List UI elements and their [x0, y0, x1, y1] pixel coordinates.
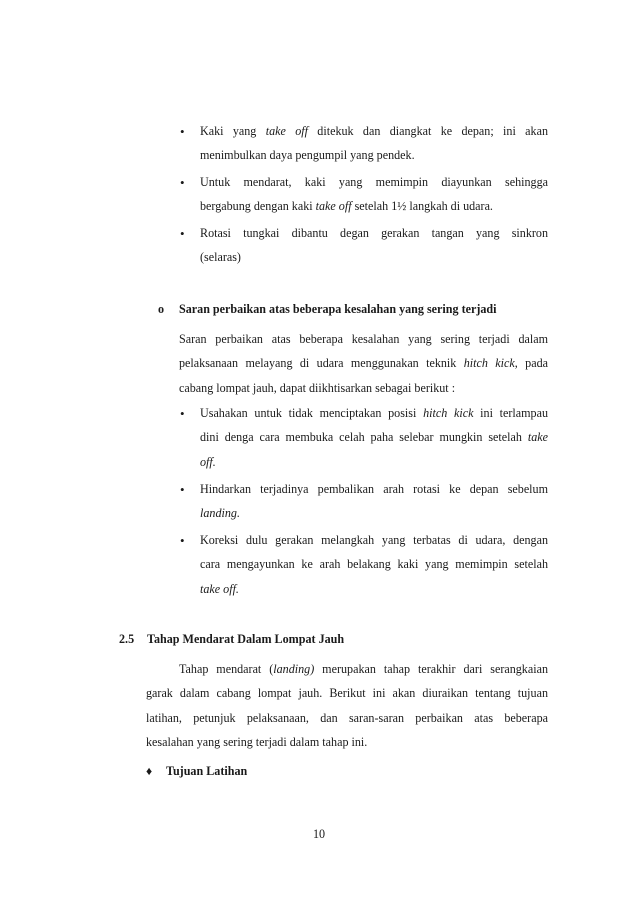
page-number: 10 — [312, 827, 326, 841]
list-item — [200, 528, 548, 601]
text-line: landing. — [200, 506, 240, 521]
sub-bullet-icon: o — [158, 302, 165, 316]
text-line: off. — [200, 454, 216, 469]
text-line: Rotasi tungkai dibantu degan gerakan tangan yang sinkron — [200, 226, 548, 240]
text-line: Hindarkan terjadinya pembalikan arah rotasi ke depan sebelum — [200, 482, 548, 496]
bullet-dot: • — [180, 124, 185, 139]
tujuan-title: Tujuan Latihan — [166, 764, 248, 778]
text-line: pelaksanaan melayang di udara menggunakan teknik hitch kick, pada — [179, 356, 548, 371]
section-number: 2.5 — [119, 632, 135, 646]
text-line: cabang lompat jauh, dapat diikhtisarkan sebagai berikut : — [179, 380, 456, 395]
text-line: dini denga cara membuka celah paha selebar mungkin setelah take — [200, 430, 548, 445]
list-item — [200, 401, 548, 474]
bullet-dot: • — [180, 406, 185, 421]
subsection-intro — [179, 327, 548, 400]
text-line: Koreksi dulu gerakan melangkah yang terbatas di udara, dengan — [200, 533, 548, 547]
subsection-title: Saran perbaikan atas beberapa kesalahan yang sering terjadi — [179, 302, 497, 316]
text-line: Saran perbaikan atas beberapa kesalahan yang sering terjadi dalam — [179, 332, 548, 346]
bullet-dot: • — [180, 482, 185, 497]
bullet-dot: • — [180, 175, 185, 190]
text-line: Tahap mendarat (landing) merupakan tahap terakhir dari serangkaian — [179, 662, 548, 676]
text-line: Usahakan untuk tidak menciptakan posisi hitch kick ini terlampau — [200, 406, 549, 420]
text-line: latihan, petunjuk pelaksanaan, dan saran-saran perbaikan atas beberapa — [146, 710, 548, 725]
list-item — [200, 170, 548, 219]
text-line: cara mengayunkan ke arah belakang kaki yang memimpin setelah — [200, 557, 548, 572]
section-paragraph — [146, 657, 548, 754]
text-line: Kaki yang take off ditekuk dan diangkat ke depan; ini akan — [200, 124, 548, 138]
text-line: kesalahan yang sering terjadi dalam tahap ini. — [146, 734, 368, 749]
list-item — [200, 119, 548, 168]
text-line: bergabung dengan kaki take off setelah 1½ langkah di udara. — [200, 199, 493, 214]
list-item — [200, 221, 548, 270]
bullet-dot: • — [180, 533, 185, 548]
diamond-bullet-icon: ♦ — [146, 764, 153, 778]
text-line: (selaras) — [200, 250, 241, 265]
text-line: Untuk mendarat, kaki yang memimpin diayunkan sehingga — [200, 175, 548, 189]
section-title: Tahap Mendarat Dalam Lompat Jauh — [147, 632, 345, 646]
text-line: menimbulkan daya pengumpil yang pendek. — [200, 148, 415, 163]
bullet-dot: • — [180, 226, 185, 241]
text-line: garak dalam cabang lompat jauh. Berikut ini akan diuraikan tentang tujuan — [146, 686, 548, 701]
text-line: take off. — [200, 581, 239, 596]
list-item — [200, 477, 548, 526]
